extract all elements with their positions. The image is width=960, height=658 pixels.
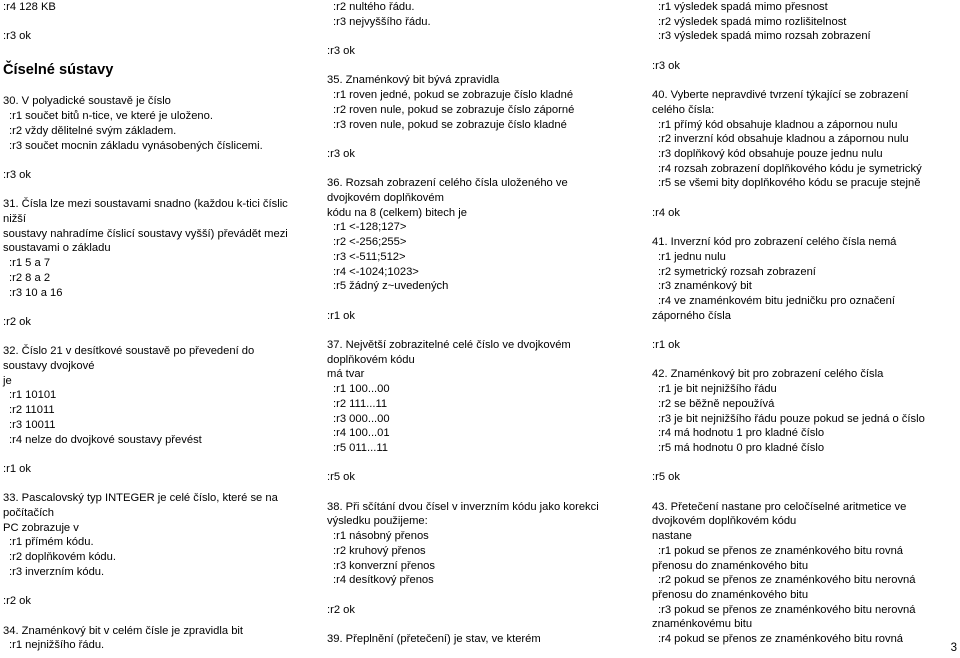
text-line: :r5 se všemi bity doplňkového kódu se pracuje stejně bbox=[658, 177, 921, 190]
text-line: :r5 ok bbox=[327, 471, 355, 484]
text-line: :r3 inverzním kódu. bbox=[9, 565, 105, 578]
text-line: :r5 žádný z~uvedených bbox=[333, 280, 449, 293]
text-line: :r1 pokud se přenos ze znaménkového bitu rovná bbox=[658, 544, 904, 557]
text-line: soustavami o základu bbox=[3, 242, 111, 255]
text-column-middle bbox=[327, 0, 619, 647]
text-line: :r2 roven nule, pokud se zobrazuje číslo záporné bbox=[333, 103, 575, 116]
text-line: :r1 přímém kódu. bbox=[9, 536, 94, 549]
text-line: :r1 výsledek spadá mimo přesnost bbox=[658, 1, 828, 13]
blank-line bbox=[327, 617, 619, 632]
blank-line bbox=[3, 580, 303, 595]
blank-line bbox=[327, 485, 619, 500]
blank-line bbox=[652, 44, 958, 59]
text-line: soustavy dvojkové bbox=[3, 360, 95, 373]
text-line: :r1 ok bbox=[327, 309, 355, 322]
text-line: :r3 ok bbox=[327, 45, 355, 58]
text-line: :r3 nejvyššího řádu. bbox=[333, 15, 431, 28]
text-line: :r3 ok bbox=[327, 147, 355, 160]
text-line: 40. Vyberte nepravdivé tvrzení týkající se zobrazení bbox=[652, 89, 909, 102]
text-line: :r3 doplňkový kód obsahuje pouze jednu nulu bbox=[658, 148, 883, 160]
blank-line bbox=[327, 29, 619, 44]
text-line: 43. Přetečení nastane pro celočíselné aritmetice ve bbox=[652, 500, 907, 513]
text-line: :r4 desítkový přenos bbox=[333, 574, 434, 587]
text-line: dvojkovém doplňkovém bbox=[327, 192, 444, 205]
text-line: :r1 je bit nejnižšího řádu bbox=[658, 383, 777, 396]
text-line: :r2 ok bbox=[3, 595, 31, 608]
text-line: dvojkovém doplňkovém kódu bbox=[652, 515, 797, 528]
text-line: 35. Znaménkový bit bývá zpravidla bbox=[327, 74, 500, 87]
text-line: celého čísla: bbox=[652, 103, 715, 116]
text-line: nižší bbox=[3, 213, 27, 226]
text-line: :r5 ok bbox=[652, 471, 680, 484]
text-line: :r3 000...00 bbox=[333, 412, 390, 425]
blank-line bbox=[327, 456, 619, 471]
blank-line bbox=[652, 221, 958, 236]
text-line: :r3 <-511;512> bbox=[333, 250, 406, 263]
text-line: :r4 má hodnotu 1 pro kladné číslo bbox=[658, 427, 825, 440]
text-line: :r3 ok bbox=[652, 59, 680, 72]
text-line: :r1 ok bbox=[3, 462, 31, 475]
text-line: :r3 konverzní přenos bbox=[333, 559, 435, 572]
blank-line bbox=[3, 300, 303, 315]
text-line: :r3 ok bbox=[3, 168, 31, 181]
text-line: 33. Pascalovský typ INTEGER je celé číslo, které se na bbox=[3, 492, 278, 505]
blank-line bbox=[652, 353, 958, 368]
blank-line bbox=[3, 447, 303, 462]
blank-line bbox=[327, 162, 619, 177]
text-line: :r4 ve znaménkovém bitu jedničku pro označení bbox=[658, 295, 895, 307]
blank-line bbox=[3, 80, 303, 95]
text-line: :r3 ok bbox=[3, 30, 31, 43]
text-line: :r1 roven jedné, pokud se zobrazuje číslo kladné bbox=[333, 89, 574, 102]
blank-line bbox=[3, 15, 303, 30]
text-line: 39. Přeplnění (přetečení) je stav, ve kterém bbox=[327, 633, 541, 646]
text-line: 42. Znaménkový bit pro zobrazení celého čísla bbox=[652, 368, 884, 381]
section-title: Číselné sústavy bbox=[3, 61, 114, 78]
text-line: :r2 ok bbox=[327, 603, 355, 616]
text-line: :r3 součet mocnin základu vynásobených číslicemi. bbox=[9, 139, 263, 152]
text-line: :r3 je bit nejnižšího řádu pouze pokud se jedná o číslo bbox=[658, 412, 925, 425]
text-line: :r1 jednu nulu bbox=[658, 250, 726, 263]
blank-line bbox=[3, 153, 303, 168]
text-line: :r2 ok bbox=[3, 315, 31, 328]
text-line: :r4 ok bbox=[652, 206, 680, 219]
text-line: :r1 <-128;127> bbox=[333, 221, 407, 234]
text-line: :r2 <-256;255> bbox=[333, 236, 407, 249]
text-line: :r4 128 KB bbox=[3, 1, 56, 13]
page-number: 3 bbox=[950, 642, 957, 654]
text-line: :r5 má hodnotu 0 pro kladné číslo bbox=[658, 442, 825, 454]
blank-line bbox=[327, 323, 619, 338]
text-line: znaménkovému bitu bbox=[652, 618, 753, 631]
blank-line bbox=[327, 588, 619, 603]
text-line: :r2 se běžně nepoužívá bbox=[658, 397, 775, 410]
text-line: :r4 <-1024;1023> bbox=[333, 265, 419, 278]
text-line: :r2 8 a 2 bbox=[9, 271, 51, 284]
text-line: :r1 ok bbox=[652, 339, 680, 352]
text-line: 38. Při sčítání dvou čísel v inverzním kódu jako korekci bbox=[327, 500, 599, 513]
text-line: má tvar bbox=[327, 368, 365, 381]
text-line: :r1 10101 bbox=[9, 389, 57, 402]
text-line: :r2 111...11 bbox=[333, 397, 388, 410]
text-line: :r2 kruhový přenos bbox=[333, 544, 426, 557]
text-line: :r1 nejnižšího řádu. bbox=[9, 639, 105, 652]
text-line: :r2 11011 bbox=[9, 404, 55, 417]
text-line: :r2 doplňkovém kódu. bbox=[9, 551, 116, 564]
text-line: :r2 výsledek spadá mimo rozlišitelnost bbox=[658, 15, 847, 28]
text-line: :r1 přímý kód obsahuje kladnou a zápornou nulu bbox=[658, 118, 898, 131]
blank-line bbox=[652, 456, 958, 471]
text-line: :r4 100...01 bbox=[333, 427, 390, 440]
text-line: počítačích bbox=[3, 507, 54, 520]
blank-line bbox=[3, 609, 303, 624]
text-line: :r2 nultého řádu. bbox=[333, 1, 415, 13]
text-line: :r3 10 a 16 bbox=[9, 286, 63, 299]
text-line: :r3 znaménkový bit bbox=[658, 280, 752, 293]
text-line: :r3 roven nule, pokud se zobrazuje číslo kladné bbox=[333, 118, 567, 131]
text-line: přenosu do znaménkového bitu bbox=[652, 589, 809, 601]
text-line: :r4 pokud se přenos ze znaménkového bitu rovná bbox=[658, 633, 904, 646]
text-line: :r4 nelze do dvojkové soustavy převést bbox=[9, 433, 202, 446]
text-line: kódu na 8 (celkem) bitech je bbox=[327, 206, 467, 219]
text-line: nastane bbox=[652, 530, 692, 543]
text-line: :r2 symetrický rozsah zobrazení bbox=[658, 265, 816, 278]
text-line: :r2 pokud se přenos ze znaménkového bitu nerovná bbox=[658, 574, 916, 587]
text-line: :r1 součet bitů n-tice, ve které je uloženo. bbox=[9, 110, 213, 123]
text-line: :r4 rozsah zobrazení doplňkového kódu je symetrický bbox=[658, 162, 922, 175]
text-line: je bbox=[3, 374, 12, 387]
blank-line bbox=[327, 132, 619, 147]
text-line: 32. Číslo 21 v desítkové soustavě po převedení do bbox=[3, 345, 255, 358]
blank-line bbox=[3, 477, 303, 492]
text-line: :r1 násobný přenos bbox=[333, 530, 429, 543]
text-line: :r5 011...11 bbox=[333, 442, 388, 454]
text-line: 34. Znaménkový bit v celém čísle je zpravidla bit bbox=[3, 624, 244, 637]
blank-line bbox=[652, 323, 958, 338]
text-line: :r2 inverzní kód obsahuje kladnou a zápornou nulu bbox=[658, 133, 909, 146]
text-line: záporného čísla bbox=[652, 309, 731, 322]
blank-line bbox=[3, 44, 303, 59]
blank-line bbox=[652, 191, 958, 206]
text-line: :r3 10011 bbox=[9, 418, 56, 431]
text-line: 36. Rozsah zobrazení celého čísla uloženého ve bbox=[327, 177, 568, 190]
text-line: přenosu do znaménkového bitu bbox=[652, 559, 809, 572]
text-line: :r2 vždy dělitelné svým základem. bbox=[9, 124, 177, 137]
text-line: :r1 100...00 bbox=[333, 383, 390, 396]
text-column-right bbox=[652, 0, 958, 647]
text-line: 41. Inverzní kód pro zobrazení celého čísla nemá bbox=[652, 236, 897, 249]
text-line: výsledku použijeme: bbox=[327, 515, 428, 528]
text-column-left bbox=[3, 0, 303, 653]
blank-line bbox=[652, 74, 958, 89]
blank-line bbox=[3, 183, 303, 198]
text-line: 31. Čísla lze mezi soustavami snadno (každou k-tici číslic bbox=[3, 198, 288, 211]
text-line: :r3 výsledek spadá mimo rozsah zobrazení bbox=[658, 30, 871, 43]
text-line: 37. Největší zobrazitelné celé číslo ve dvojkovém bbox=[327, 339, 571, 352]
blank-line bbox=[3, 330, 303, 345]
text-line: :r3 pokud se přenos ze znaménkového bitu nerovná bbox=[658, 603, 916, 616]
blank-line bbox=[652, 485, 958, 500]
text-line: soustavy nahradíme číslicí soustavy vyšší) převádět mezi bbox=[3, 227, 288, 240]
text-line: 30. V polyadické soustavě je číslo bbox=[3, 95, 171, 108]
blank-line bbox=[327, 294, 619, 309]
text-line: :r1 5 a 7 bbox=[9, 257, 51, 270]
blank-line bbox=[327, 59, 619, 74]
text-line: doplňkovém kódu bbox=[327, 353, 415, 366]
text-line: PC zobrazuje v bbox=[3, 521, 79, 534]
